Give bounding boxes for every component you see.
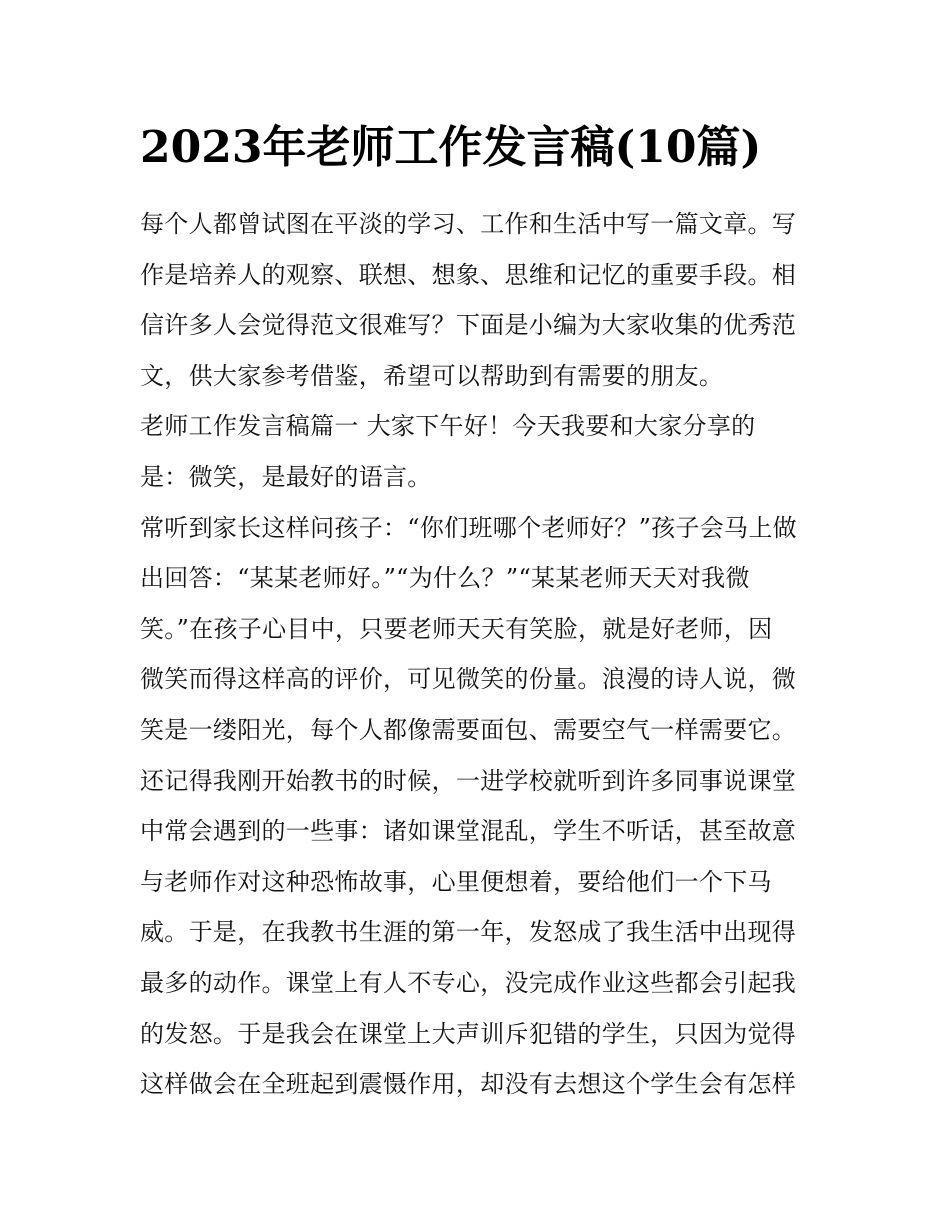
text-line: 与老师作对这种恐怖故事，心里便想着，要给他们一个下马 <box>140 867 772 896</box>
text-line: 还记得我刚开始教书的时候，一进学校就听到许多同事说课堂 <box>140 766 797 795</box>
text-line: 威。于是，在我教书生涯的第一年，发怒成了我生活中出现得 <box>140 918 797 947</box>
text-line: 作是培养人的观察、联想、想象、思维和记忆的重要手段。相 <box>140 260 797 289</box>
document-body <box>140 199 812 1110</box>
document-title: 2023年老师工作发言稿(10篇) <box>140 122 762 173</box>
text-line: 的发怒。于是我会在课堂上大声训斥犯错的学生，只因为觉得 <box>140 1019 797 1048</box>
text-line: 这样做会在全班起到震慑作用，却没有去想这个学生会有怎样 <box>140 1070 797 1099</box>
text-line: 微笑而得这样高的评价，可见微笑的份量。浪漫的诗人说，微 <box>140 665 797 694</box>
text-line: 信许多人会觉得范文很难写？下面是小编为大家收集的优秀范 <box>140 311 797 340</box>
text-line: 笑。”在孩子心目中，只要老师天天有笑脸，就是好老师，因 <box>140 614 773 643</box>
text-line: 最多的动作。课堂上有人不专心，没完成作业这些都会引起我 <box>140 968 797 997</box>
text-line: 每个人都曾试图在平淡的学习、工作和生活中写一篇文章。写 <box>140 210 797 238</box>
text-line: 老师工作发言稿篇一 大家下午好！今天我要和大家分享的 <box>140 412 756 441</box>
text-line: 笑是一缕阳光，每个人都像需要面包、需要空气一样需要它。 <box>140 715 797 744</box>
text-line: 中常会遇到的一些事：诸如课堂混乱，学生不听话，甚至故意 <box>140 817 797 846</box>
text-line: 是：微笑，是最好的语言。 <box>140 462 432 491</box>
text-line: 出回答：“某某老师好。”“为什么？”“某某老师天天对我微 <box>140 564 750 593</box>
text-line: 常听到家长这样问孩子：“你们班哪个老师好？”孩子会马上做 <box>140 513 797 542</box>
text-line: 文，供大家参考借鉴，希望可以帮助到有需要的朋友。 <box>140 361 724 390</box>
